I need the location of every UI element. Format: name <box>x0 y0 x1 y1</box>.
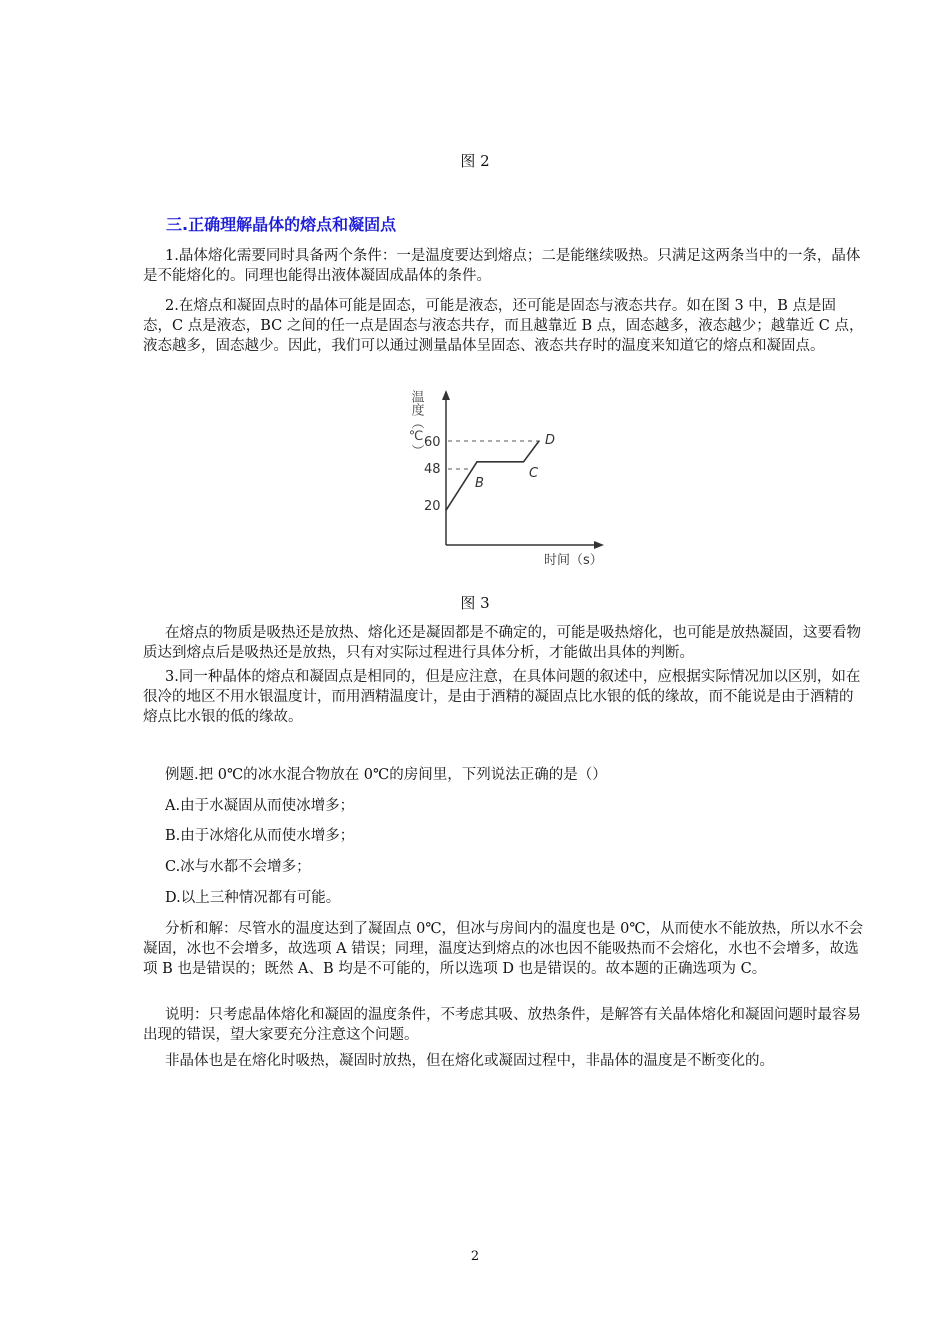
y-axis-label: 温度（℃） <box>408 390 424 457</box>
option-c: C.冰与水都不会增多； <box>165 859 311 875</box>
melting-curve-line <box>446 441 539 510</box>
x-axis-arrow <box>594 541 604 549</box>
ytick-20: 20 <box>424 499 441 514</box>
paragraph-1: 1.晶体熔化需要同时具备两个条件：一是温度要达到熔点；二是能继续吸热。只满足这两条当中的一条，晶体是不能熔化的。同理也能得出液体凝固成晶体的条件。 <box>143 248 861 284</box>
point-label-c: C <box>529 466 539 481</box>
chart-svg <box>398 380 618 570</box>
figure-3-caption: 图 3 <box>460 594 490 612</box>
paragraph-4: 3.同一种晶体的熔点和凝固点是相同的，但是应注意，在具体问题的叙述中，应根据实际情况加以区别，如在很冷的地区不用水银温度计，而用酒精温度计，是由于酒精的凝固点比水银的低的缘故，而不能说是由于酒精的熔点比水银的低的缘故。 <box>143 669 861 725</box>
final-paragraph: 非晶体也是在熔化时吸热，凝固时放热，但在熔化或凝固过程中，非晶体的温度是不断变化的。 <box>165 1053 774 1069</box>
page-number: 2 <box>470 1249 480 1264</box>
option-b: B.由于冰熔化从而使水增多； <box>165 828 355 844</box>
melting-curve-chart <box>398 380 618 570</box>
analysis-paragraph: 分析和解：尽管水的温度达到了凝固点 0℃，但冰与房间内的温度也是 0℃，从而使水不能放热，所以水不会凝固，冰也不会增多，故选项 A 错误；同理，温度达到熔点的冰也因不能吸热而不会熔化，水也不会增多，故选项 B 也是错误的；既然 A、B 均是不可能的，所以选项 D 也是错误的。故本题的正确选项为 C。 <box>143 921 864 977</box>
section-heading: 三.正确理解晶体的熔点和凝固点 <box>166 215 397 234</box>
ytick-48: 48 <box>424 462 441 477</box>
point-label-d: D <box>545 433 556 448</box>
point-label-b: B <box>475 476 484 491</box>
figure-2-caption: 图 2 <box>460 152 490 170</box>
ytick-60: 60 <box>424 435 441 450</box>
paragraph-3: 在熔点的物质是吸热还是放热、熔化还是凝固都是不确定的，可能是吸热熔化，也可能是放热凝固，这要看物质达到熔点后是吸热还是放热，只有对实际过程进行具体分析，才能做出具体的判断。 <box>143 625 861 661</box>
y-axis-arrow <box>442 390 450 400</box>
x-axis-label: 时间（s） <box>544 553 603 568</box>
example-question: 例题.把 0℃的冰水混合物放在 0℃的房间里，下列说法正确的是（） <box>165 767 607 783</box>
note-paragraph: 说明：只考虑晶体熔化和凝固的温度条件，不考虑其吸、放热条件，是解答有关晶体熔化和凝固问题时最容易出现的错误，望大家要充分注意这个问题。 <box>143 1007 861 1043</box>
option-a: A.由于水凝固从而使冰增多； <box>165 798 355 814</box>
paragraph-2: 2.在熔点和凝固点时的晶体可能是固态，可能是液态，还可能是固态与液态共存。如在图 3 中，B 点是固态，C 点是液态，BC 之间的任一点是固态与液态共存，而且越靠近 B 点，固态越多，液态越少；越靠近 C 点，液态越多，固态越少。因此，我们可以通过测量晶体呈固态、液态共存时的温度来知道它的熔点和凝固点。 <box>143 298 864 354</box>
option-d: D.以上三种情况都有可能。 <box>165 890 341 906</box>
